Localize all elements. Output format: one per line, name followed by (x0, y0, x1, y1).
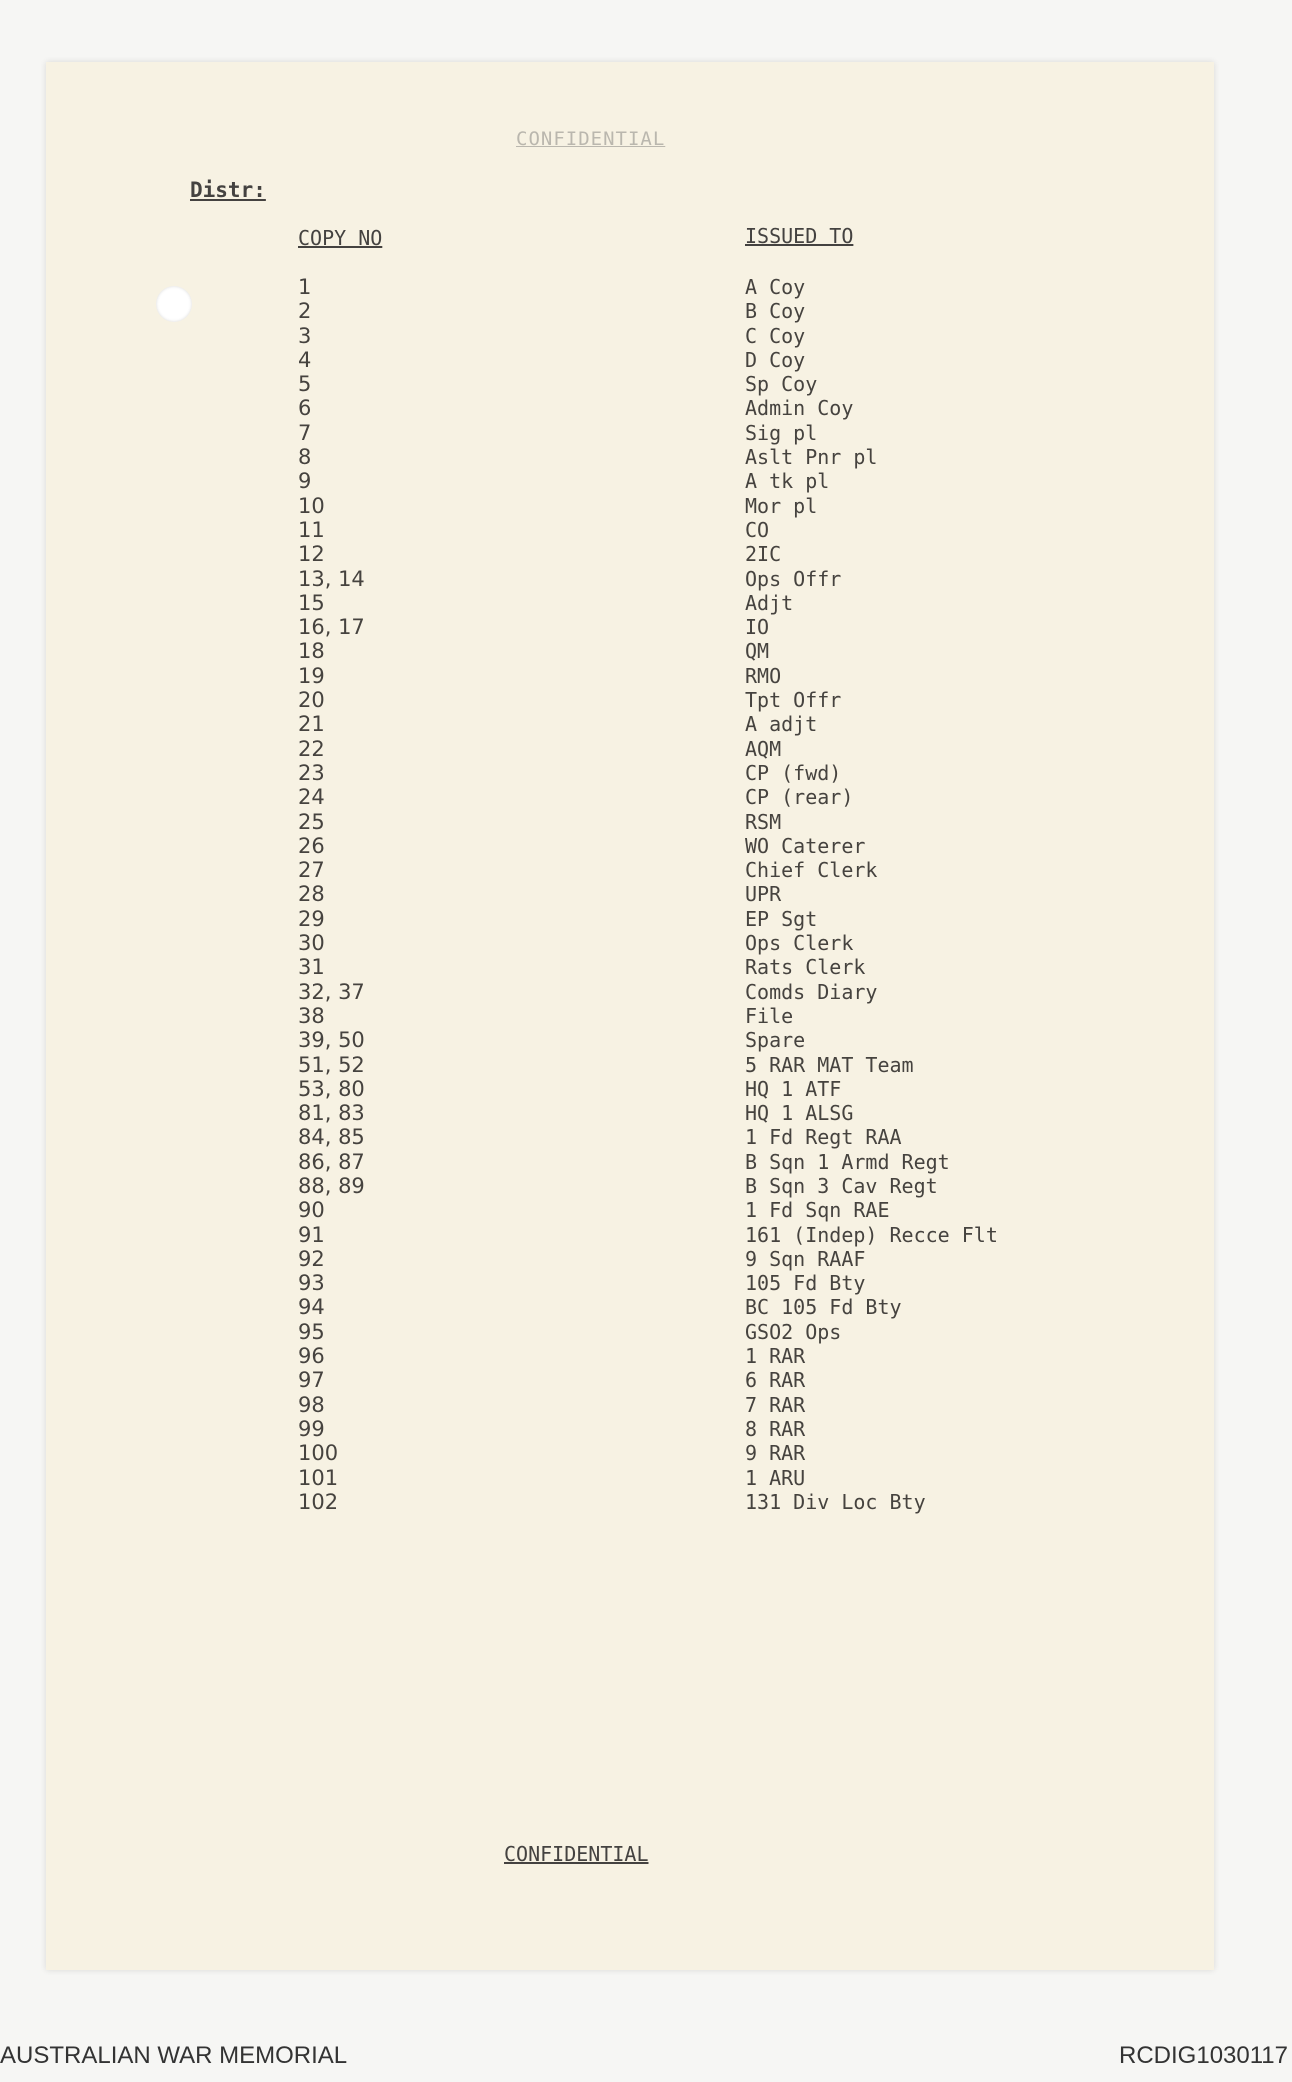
issued-to: 2IC (745, 542, 782, 567)
copy-number: 24 (298, 785, 325, 810)
issued-to: HQ 1 ALSG (745, 1101, 854, 1126)
copy-number: 51, 52 (298, 1052, 365, 1077)
copy-number: 98 (298, 1392, 325, 1417)
copy-number: 22 (298, 736, 325, 761)
distribution-row (0, 1466, 1292, 1490)
distribution-row (0, 1344, 1292, 1368)
copy-number: 6 (298, 396, 312, 421)
distribution-row (0, 518, 1292, 542)
issued-to: B Coy (745, 299, 806, 324)
issued-to: RMO (745, 663, 782, 688)
issued-to: QM (745, 639, 770, 664)
distribution-row (0, 1198, 1292, 1222)
distribution-row (0, 396, 1292, 420)
distribution-row (0, 1393, 1292, 1417)
issued-to: Spare (745, 1028, 806, 1053)
issued-to: AQM (745, 736, 782, 761)
header-classification-stamp: CONFIDENTIAL (516, 128, 666, 150)
distribution-row (0, 1125, 1292, 1149)
archive-record-id: RCDIG1030117 (1119, 2042, 1288, 2069)
distribution-row (0, 1223, 1292, 1247)
copy-number: 30 (298, 931, 325, 956)
copy-number: 19 (298, 663, 325, 688)
copy-number: 26 (298, 833, 325, 858)
issued-to: EP Sgt (745, 906, 818, 931)
distribution-row (0, 737, 1292, 761)
copy-number: 16, 17 (298, 615, 365, 640)
issued-to: CO (745, 517, 770, 542)
distribution-row (0, 1077, 1292, 1101)
distribution-row (0, 1490, 1292, 1514)
copy-number: 99 (298, 1416, 325, 1441)
issued-to: 9 RAR (745, 1441, 806, 1466)
issued-to: 1 ARU (745, 1465, 806, 1490)
copy-number: 4 (298, 347, 312, 372)
distribution-row (0, 1320, 1292, 1344)
copy-number: 39, 50 (298, 1028, 365, 1053)
copy-number: 8 (298, 445, 312, 470)
distribution-row (0, 372, 1292, 396)
distribution-list (0, 275, 1292, 1514)
issued-to: Mor pl (745, 493, 818, 518)
copy-number: 9 (298, 469, 312, 494)
distribution-row (0, 1028, 1292, 1052)
distribution-row (0, 567, 1292, 591)
distribution-row (0, 324, 1292, 348)
issued-to: WO Caterer (745, 833, 866, 858)
copy-number: 38 (298, 1003, 325, 1028)
issued-to: 6 RAR (745, 1368, 806, 1393)
distribution-row (0, 1101, 1292, 1125)
footer-classification-stamp: CONFIDENTIAL (504, 1842, 649, 1866)
copy-number: 20 (298, 688, 325, 713)
issued-to: CP (fwd) (745, 760, 842, 785)
issued-to: CP (rear) (745, 785, 854, 810)
issued-to: Sp Coy (745, 372, 818, 397)
issued-to: GSO2 Ops (745, 1319, 842, 1344)
distribution-row (0, 858, 1292, 882)
issued-to: D Coy (745, 347, 806, 372)
distribution-row (0, 1247, 1292, 1271)
issued-to: Ops Offr (745, 566, 842, 591)
distribution-row (0, 591, 1292, 615)
copy-number: 84, 85 (298, 1125, 365, 1150)
copy-number: 90 (298, 1198, 325, 1223)
copy-number: 15 (298, 590, 325, 615)
distribution-row (0, 542, 1292, 566)
copy-number: 101 (298, 1465, 339, 1490)
issued-to: 7 RAR (745, 1392, 806, 1417)
issued-to: A adjt (745, 712, 818, 737)
issued-to: Admin Coy (745, 396, 854, 421)
distribution-row (0, 907, 1292, 931)
issued-to: 1 Fd Sqn RAE (745, 1198, 890, 1223)
issued-to: 131 Div Loc Bty (745, 1489, 926, 1514)
copy-number: 91 (298, 1222, 325, 1247)
distribution-row (0, 882, 1292, 906)
copy-number: 10 (298, 493, 325, 518)
distribution-row (0, 810, 1292, 834)
copy-number: 23 (298, 760, 325, 785)
issued-to: 1 Fd Regt RAA (745, 1125, 902, 1150)
distribution-row (0, 348, 1292, 372)
distribution-row (0, 980, 1292, 1004)
issued-to: UPR (745, 882, 782, 907)
copy-number: 2 (298, 299, 312, 324)
distribution-label: Distr: (190, 178, 266, 202)
column-header-copy-no: COPY NO (298, 226, 383, 250)
copy-number: 1 (298, 275, 312, 299)
copy-number: 31 (298, 955, 325, 980)
distribution-row (0, 712, 1292, 736)
issued-to: Rats Clerk (745, 955, 866, 980)
copy-number: 21 (298, 712, 325, 737)
copy-number: 81, 83 (298, 1101, 365, 1126)
copy-number: 28 (298, 882, 325, 907)
issued-to: RSM (745, 809, 782, 834)
issued-to: 9 Sqn RAAF (745, 1246, 866, 1271)
distribution-row (0, 1053, 1292, 1077)
issued-to: Tpt Offr (745, 688, 842, 713)
issued-to: File (745, 1003, 794, 1028)
copy-number: 53, 80 (298, 1076, 365, 1101)
distribution-row (0, 1368, 1292, 1392)
distribution-row (0, 1441, 1292, 1465)
copy-number: 18 (298, 639, 325, 664)
issued-to: B Sqn 3 Cav Regt (745, 1173, 938, 1198)
copy-number: 94 (298, 1295, 325, 1320)
distribution-row (0, 1004, 1292, 1028)
issued-to: A Coy (745, 275, 806, 299)
copy-number: 32, 37 (298, 979, 365, 1004)
copy-number: 97 (298, 1368, 325, 1393)
copy-number: 27 (298, 858, 325, 883)
issued-to: Adjt (745, 590, 794, 615)
copy-number: 96 (298, 1344, 325, 1369)
issued-to: Comds Diary (745, 979, 878, 1004)
distribution-row (0, 1150, 1292, 1174)
copy-number: 88, 89 (298, 1173, 365, 1198)
distribution-row (0, 299, 1292, 323)
copy-number: 11 (298, 517, 325, 542)
copy-number: 95 (298, 1319, 325, 1344)
copy-number: 102 (298, 1489, 339, 1514)
issued-to: Aslt Pnr pl (745, 445, 878, 470)
distribution-row (0, 761, 1292, 785)
distribution-row (0, 931, 1292, 955)
distribution-row (0, 1174, 1292, 1198)
distribution-row (0, 639, 1292, 663)
distribution-row (0, 785, 1292, 809)
issued-to: B Sqn 1 Armd Regt (745, 1149, 950, 1174)
copy-number: 29 (298, 906, 325, 931)
distribution-row (0, 421, 1292, 445)
distribution-row (0, 469, 1292, 493)
distribution-row (0, 494, 1292, 518)
distribution-row (0, 688, 1292, 712)
issued-to: Chief Clerk (745, 858, 878, 883)
distribution-row (0, 955, 1292, 979)
distribution-row (0, 275, 1292, 299)
distribution-row (0, 1417, 1292, 1441)
distribution-row (0, 834, 1292, 858)
copy-number: 86, 87 (298, 1149, 365, 1174)
column-header-issued-to: ISSUED TO (745, 224, 854, 248)
distribution-row (0, 445, 1292, 469)
copy-number: 13, 14 (298, 566, 365, 591)
issued-to: 1 RAR (745, 1344, 806, 1369)
copy-number: 7 (298, 420, 312, 445)
copy-number: 25 (298, 809, 325, 834)
issued-to: IO (745, 615, 770, 640)
issued-to: Ops Clerk (745, 931, 854, 956)
copy-number: 100 (298, 1441, 339, 1466)
copy-number: 3 (298, 323, 312, 348)
archive-institution-label: AUSTRALIAN WAR MEMORIAL (0, 2042, 348, 2069)
issued-to: A tk pl (745, 469, 830, 494)
distribution-row (0, 615, 1292, 639)
issued-to: 8 RAR (745, 1416, 806, 1441)
copy-number: 5 (298, 372, 312, 397)
issued-to: 105 Fd Bty (745, 1271, 866, 1296)
issued-to: 161 (Indep) Recce Flt (745, 1222, 998, 1247)
issued-to: Sig pl (745, 420, 818, 445)
issued-to: HQ 1 ATF (745, 1076, 842, 1101)
distribution-row (0, 664, 1292, 688)
copy-number: 12 (298, 542, 325, 567)
issued-to: C Coy (745, 323, 806, 348)
copy-number: 92 (298, 1246, 325, 1271)
issued-to: BC 105 Fd Bty (745, 1295, 902, 1320)
issued-to: 5 RAR MAT Team (745, 1052, 914, 1077)
distribution-row (0, 1271, 1292, 1295)
copy-number: 93 (298, 1271, 325, 1296)
distribution-row (0, 1295, 1292, 1319)
